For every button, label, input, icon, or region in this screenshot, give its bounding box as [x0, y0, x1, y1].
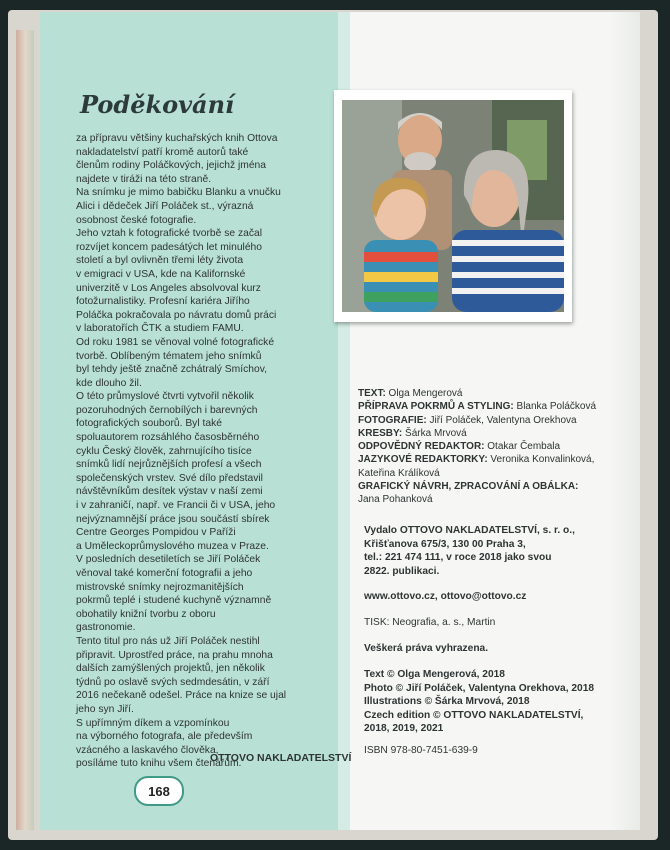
text-line: S upřímným díkem a vzpomínkou: [76, 717, 230, 729]
text-line: Od roku 1981 se věnoval volné fotografické: [76, 336, 275, 348]
copyright-block: [364, 668, 594, 736]
text-line: za přípravu většiny kuchařských knih Ottova: [76, 133, 278, 144]
text-line: Na snímku je mimo babičku Blanku a vnučku: [76, 187, 281, 199]
text-line: univerzitě v Los Angeles absolvoval kurz: [76, 282, 261, 294]
text-line: cyklu Český člověk, zahrnujícího tisíce: [76, 445, 252, 457]
rights-reserved: Veškerá práva vyhrazena.: [364, 643, 489, 654]
credit-entry: [358, 440, 598, 453]
text-line: nejvýznamnější práce jsou součástí sbírek: [76, 513, 270, 525]
credit-label: GRAFICKÝ NÁVRH, ZPRACOVÁNÍ A OBÁLKA:: [358, 481, 579, 493]
credit-entry: [358, 480, 598, 507]
info-line: tel.: 221 474 111, v roce 2018 jako svou: [364, 552, 552, 564]
text-line: gastronomie.: [76, 622, 136, 634]
text-line: členům rodiny Poláčkových, jejichž jména: [76, 160, 267, 172]
credit-label: FOTOGRAFIE:: [358, 414, 427, 426]
publisher-web: www.ottovo.cz, ottovo@ottovo.cz: [364, 591, 527, 602]
info-line: 2822. publikaci.: [364, 565, 440, 577]
info-line: Czech edition © OTTOVO NAKLADATELSTVÍ,: [364, 709, 584, 721]
credit-value: Veronika Konvalinková, Kateřina Králíková: [358, 454, 595, 479]
text-line: na výborného fotografa, ale především: [76, 731, 253, 743]
info-line: 2018, 2019, 2021: [364, 723, 444, 735]
text-paragraph: [76, 635, 338, 717]
text-line: Tento titul pro nás už Jiří Poláček nestihl: [76, 635, 260, 647]
text-line: společenských vrstev. Své dílo představil: [76, 472, 263, 484]
text-line: Poláčka pokračovala po návratu domů práci: [76, 309, 277, 321]
text-line: nakladatelství patří kromě autorů také: [76, 146, 249, 158]
text-line: snímků lidí nejrůznějších profesí a všech: [76, 459, 262, 471]
text-line: kde dlouho žil.: [76, 377, 142, 389]
text-paragraph: [76, 390, 338, 553]
text-line: pozoruhodných černobílých i barevných: [76, 404, 258, 416]
text-line: připravit. Uprostřed práce, na prahu mnoha: [76, 649, 273, 661]
page-number-badge: 168: [134, 776, 184, 806]
text-line: obohatily knižní tvorbu z oboru: [76, 608, 216, 620]
credit-label: JAZYKOVÉ REDAKTORKY:: [358, 454, 488, 466]
text-line: v emigraci v USA, kde na Kalifornské: [76, 268, 246, 280]
text-paragraph: [76, 553, 338, 635]
text-line: návštěvníkům desítek výstav v naší zemi: [76, 486, 263, 498]
text-line: spoluautorem rozsáhlého časosběrného: [76, 432, 260, 444]
credit-value: Blanka Poláčková: [513, 401, 597, 413]
publisher-signature: OTTOVO NAKLADATELSTVÍ: [210, 752, 352, 764]
family-photo-illustration: [342, 100, 564, 312]
credit-entry: [358, 400, 598, 413]
credit-value: Otakar Čembala: [484, 441, 561, 453]
family-photo-frame: [334, 90, 572, 322]
credit-label: TEXT:: [358, 388, 386, 399]
text-line: osobnost české fotografie.: [76, 214, 197, 226]
family-photo: [342, 100, 564, 312]
text-line: Alici i dědeček Jiří Poláček st., výrazná: [76, 200, 254, 212]
text-line: byl tehdy ještě značně zchátralý Smíchov,: [76, 364, 267, 376]
text-line: Centre Georges Pompidou v Paříži: [76, 527, 236, 539]
text-line: pokrmů teplé i studené kuchyně významně: [76, 595, 272, 607]
credit-entry: [358, 414, 598, 427]
text-paragraph: [76, 336, 338, 390]
info-line: Illustrations © Šárka Mrvová, 2018: [364, 696, 530, 708]
text-line: a Uměleckoprůmyslového muzea v Praze.: [76, 540, 269, 552]
text-line: dalších zamýšlených projektů, jen několik: [76, 663, 265, 675]
text-line: fotožurnalistiky. Profesní kariéra Jiřího: [76, 296, 250, 308]
text-line: posíláme tuto knihu všem čtenářům.: [76, 758, 242, 770]
text-line: fotografických souborů. Byl také: [76, 418, 222, 430]
credit-value: Jiří Poláček, Valentyna Orekhova: [426, 414, 577, 426]
text-line: najdete v tiráži na této straně.: [76, 173, 212, 185]
credit-entry: [358, 427, 598, 440]
info-line: Text © Olga Mengerová, 2018: [364, 669, 505, 680]
text-line: i v zahraničí, např. ve Francii či v USA, jeho: [76, 500, 276, 512]
page-title: Poděkování: [80, 90, 235, 119]
text-line: století a byl ovlivněn třemi léty života: [76, 255, 244, 267]
text-line: O této průmyslové čtvrti vytvořil několik: [76, 391, 254, 403]
acknowledgement-text: [76, 132, 338, 771]
text-line: 2016 nečekaně odešel. Práce na knize se ujal: [76, 690, 287, 702]
credit-value: Šárka Mrvová: [402, 427, 467, 439]
credit-value: Olga Mengerová: [385, 388, 463, 399]
text-line: věnoval také komerční fotografii a jeho: [76, 568, 253, 579]
text-line: mistrovské snímky nejrozmanitějších: [76, 581, 244, 593]
page-right-shadow: [610, 12, 640, 830]
text-line: V posledních desetiletích se Jiří Poláček: [76, 554, 261, 566]
info-line: Photo © Jiří Poláček, Valentyna Orekhova, 2018: [364, 682, 595, 694]
text-paragraph: [76, 227, 338, 336]
info-line: Vydalo OTTOVO NAKLADATELSTVÍ, s. r. o.,: [364, 525, 575, 536]
info-line: Křišťanova 675/3, 130 00 Praha 3,: [364, 538, 526, 550]
text-line: Jeho vztah k fotografické tvorbě se začal: [76, 228, 263, 240]
isbn: ISBN 978-80-7451-639-9: [364, 745, 478, 756]
credit-label: PŘÍPRAVA POKRMŮ A STYLING:: [358, 401, 514, 413]
text-paragraph: [76, 132, 338, 227]
text-line: týdnů po oslavě svých sedmdesátin, v září: [76, 676, 270, 688]
credit-entry: [358, 453, 598, 480]
printer-info: TISK: Neografia, a. s., Martin: [364, 617, 496, 628]
credits-list: [358, 387, 598, 507]
text-line: jeho syn Jiří.: [76, 703, 134, 715]
text-line: v laboratořích ČTK a studiem FAMU.: [76, 323, 244, 335]
text-line: tvorbě. Oblíbeným tématem jeho snímků: [76, 350, 262, 362]
credit-value: Jana Pohanková: [358, 494, 433, 506]
credit-label: KRESBY:: [358, 427, 403, 439]
credit-entry: [358, 387, 598, 400]
publisher-address: [364, 524, 575, 578]
credit-label: ODPOVĚDNÝ REDAKTOR:: [358, 441, 485, 453]
text-line: vzácného a laskavého člověka,: [76, 744, 219, 756]
text-line: rozvíjet koncem padesátých let minulého: [76, 241, 263, 253]
page-stack-edge: [16, 30, 34, 830]
